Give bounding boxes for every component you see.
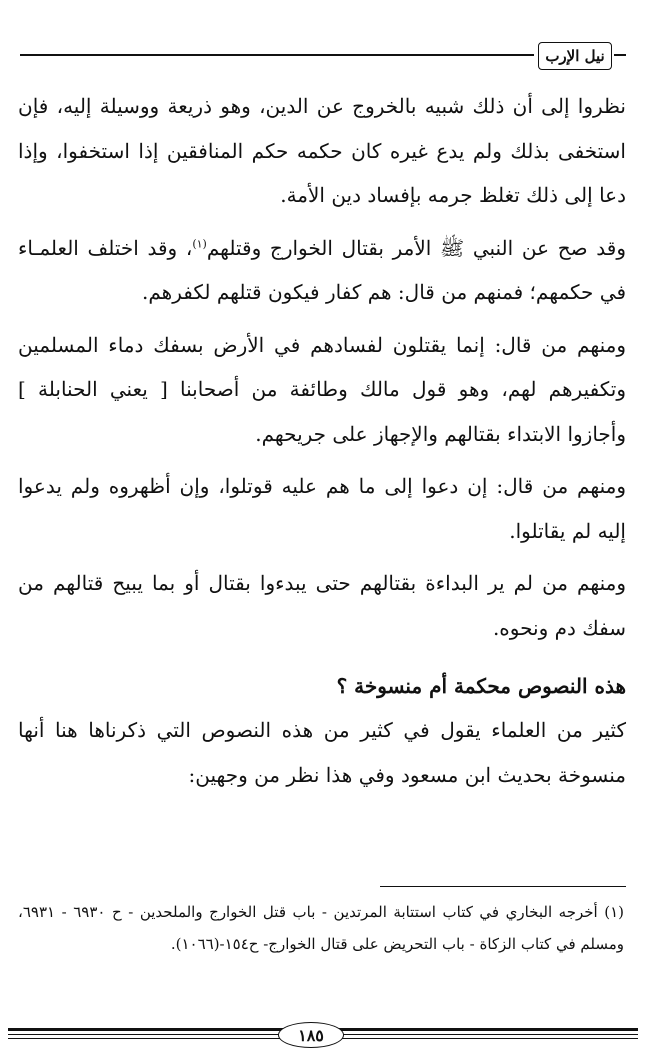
- paragraph: ومنهم من قال: إنما يقتلون لفسادهم في الأرض بسفك دماء المسلمين وتكفيرهم لهم، وهو قول مالك وطائفة من أصحابنا [ يعني الحنابلة ] وأجازوا الابتداء بقتالهم والإجهاز على جريحهم.: [18, 332, 626, 446]
- footnote-separator: [380, 886, 626, 887]
- footnotes: [18, 896, 624, 960]
- page-number: ١٨٥: [278, 1022, 344, 1048]
- header-rule: [20, 54, 534, 56]
- footnote: (١) أخرجه البخاري في كتاب استتابة المرتدين - باب قتل الخوارج والملحدين - ح ٦٩٣٠ - ٦٩٣١، ومسلم في كتاب الزكاة - باب التحريض على قتال الخوارج- ح١٥٤-(١٠٦٦).: [18, 903, 624, 953]
- footnote-marker: (١): [192, 236, 207, 250]
- page-body: [18, 84, 626, 805]
- paragraph: [18, 226, 626, 315]
- page-header: [20, 40, 626, 80]
- section-heading: هذه النصوص محكمة أم منسوخة ؟: [336, 674, 626, 698]
- book-title: نيل الإرب: [538, 42, 612, 70]
- paragraph-text: وقد صح عن النبي ﷺ الأمر بقتال الخوارج وقتلهم: [206, 235, 626, 260]
- section-body: كثير من العلماء يقول في كثير من هذه النصوص التي ذكرناها هنا أنها منسوخة بحديث ابن مسعود وفي هذا نظر من وجهين:: [18, 718, 626, 787]
- paragraph: ومنهم من قال: إن دعوا إلى ما هم عليه قوتلوا، وإن أظهروه ولم يدعوا إليه لم يقاتلوا.: [18, 474, 626, 543]
- paragraph: ومنهم من لم ير البداءة بقتالهم حتى يبدءوا بقتال أو بما يبيح قتالهم من سفك دم ونحوه.: [18, 571, 626, 640]
- header-rule-end: [614, 54, 626, 56]
- paragraph: نظروا إلى أن ذلك شبيه بالخروج عن الدين، وهو ذريعة ووسيلة إليه، فإن استخفى بذلك ولم يدع غيره كان حكمه حكم المنافقين إذا استخفوا، وإذا دعا إلى ذلك تغلظ جرمه بإفساد دين الأمة.: [18, 94, 626, 207]
- paragraph-text: ، وقد اختلف العلمـاء في حكمهم؛ فمنهم من قال: هم كفار فيكون قتلهم لكفرهم.: [18, 235, 626, 304]
- page-footer: [8, 1022, 638, 1052]
